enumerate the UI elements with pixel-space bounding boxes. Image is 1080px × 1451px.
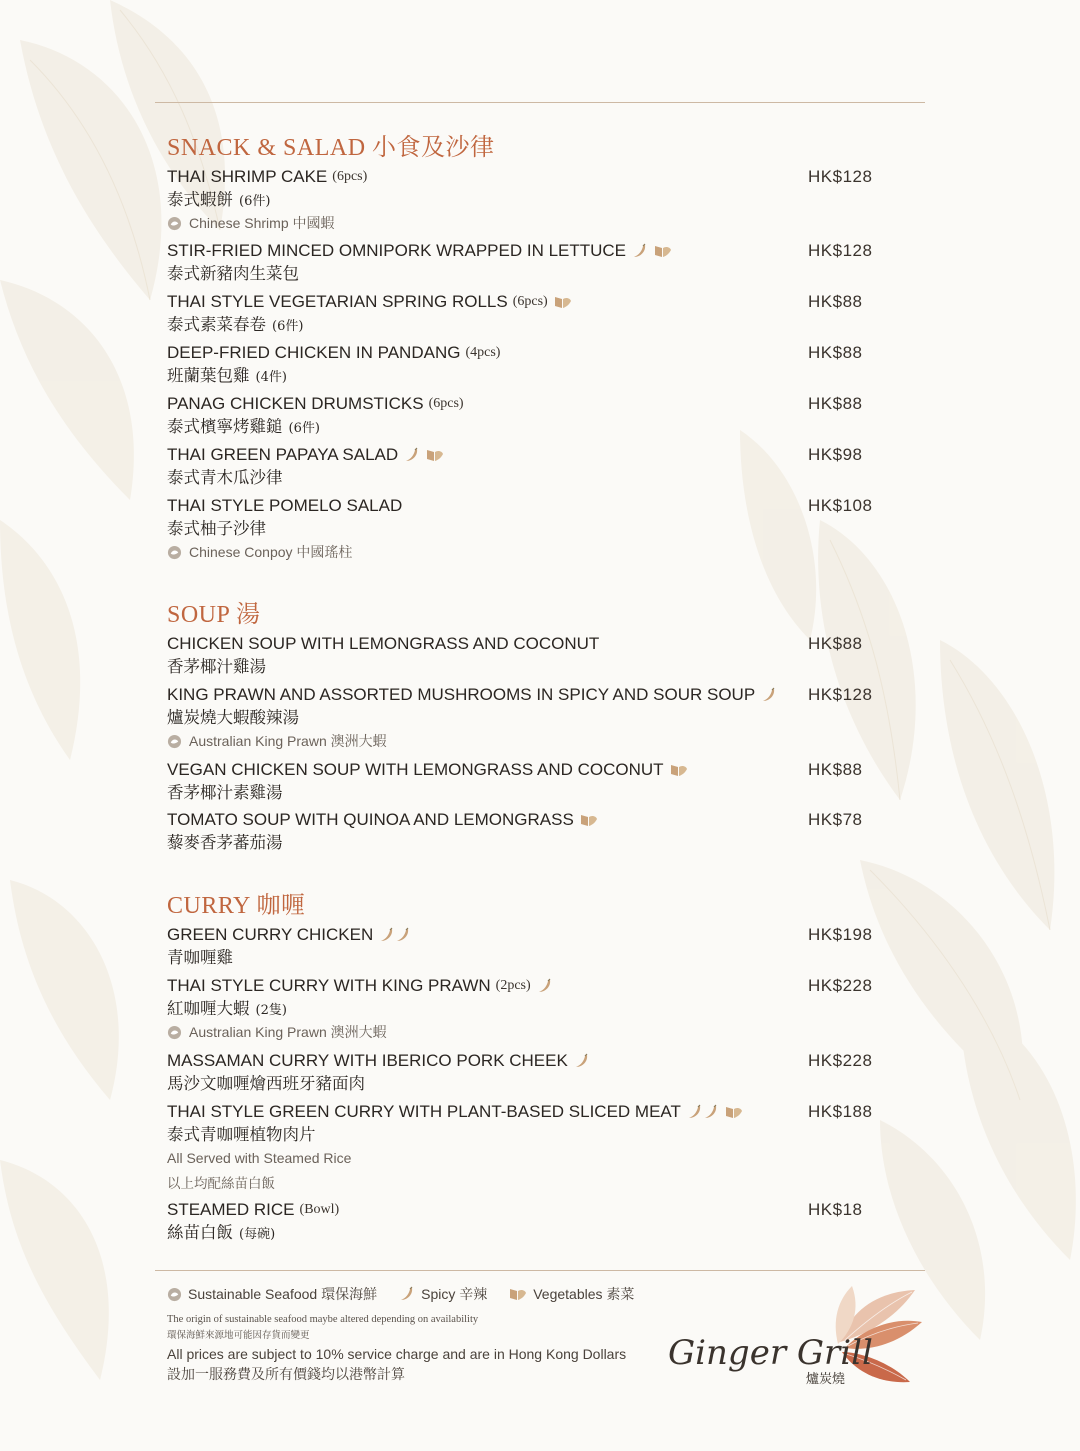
- leaf-icon: [554, 295, 572, 309]
- chili-pepper-icon: [632, 243, 648, 259]
- leaf-icon: [654, 244, 672, 258]
- sustainable-seafood-icon: [167, 545, 182, 560]
- section-title-snack-salad: SNACK & SALAD 小食及沙律: [167, 135, 495, 161]
- item-name-en: STIR-FRIED MINCED OMNIPORK WRAPPED IN LETTUCE: [167, 241, 627, 260]
- item-name-zh: 泰式素菜春卷: [167, 315, 266, 334]
- item-name-zh: 馬沙文咖喱燴西班牙豬面肉: [167, 1074, 365, 1093]
- item-name-zh: 泰式青咖喱植物肉片: [167, 1125, 316, 1144]
- item-name-zh: 藜麥香茅蕃茄湯: [167, 833, 283, 852]
- chili-pepper-icon: [703, 1104, 719, 1120]
- chili-pepper-icon: [761, 687, 777, 703]
- item-name-en: PANAG CHICKEN DRUMSTICKS: [167, 394, 424, 413]
- item-name-zh: 泰式柚子沙律: [167, 519, 266, 538]
- menu-item-chicken-pandang: [167, 342, 907, 388]
- served-with-rice-note-zh: 以上均配絲苗白飯: [167, 1176, 275, 1192]
- item-quantity-zh: (4件): [255, 370, 287, 385]
- menu-item-tomato-soup: [167, 809, 907, 855]
- menu-item-thai-shrimp-cake: [167, 166, 907, 234]
- item-name-zh: 班蘭葉包雞: [167, 366, 250, 385]
- menu-item-green-curry-chicken: [167, 924, 907, 970]
- menu-item-curry-king-prawn: [167, 975, 907, 1043]
- item-name-en: MASSAMAN CURRY WITH IBERICO PORK CHEEK: [167, 1051, 568, 1070]
- item-name-zh: 泰式新豬肉生菜包: [167, 264, 299, 283]
- leaf-icon: [509, 1287, 527, 1301]
- seafood-origin: Australian King Prawn 澳洲大蝦: [189, 1024, 387, 1040]
- bottom-divider: [155, 1270, 925, 1271]
- item-name-zh: 香茅椰汁素雞湯: [167, 783, 283, 802]
- item-name-zh: 紅咖喱大蝦: [167, 999, 250, 1018]
- item-quantity: (4pcs): [465, 345, 501, 360]
- chili-pepper-icon: [404, 447, 420, 463]
- sustainable-seafood-icon: [167, 734, 182, 749]
- seafood-origin: Chinese Conpoy 中國瑤柱: [189, 544, 353, 560]
- item-name-zh: 香茅椰汁雞湯: [167, 657, 266, 676]
- item-name-en: THAI STYLE CURRY WITH KING PRAWN: [167, 976, 491, 995]
- item-price: HK$108: [808, 496, 873, 515]
- item-name-en: THAI SHRIMP CAKE: [167, 167, 328, 186]
- item-quantity: (6pcs): [428, 396, 464, 411]
- item-quantity: (2pcs): [495, 978, 531, 993]
- chili-pepper-icon: [399, 1286, 415, 1302]
- menu-item-green-curry-plant-based: [167, 1101, 907, 1147]
- item-quantity-zh: (2隻): [255, 1003, 287, 1018]
- legend-veg-label: Vegetables 素菜: [533, 1286, 635, 1302]
- item-name-zh: 泰式檳寧烤雞鎚: [167, 417, 283, 436]
- item-quantity: (Bowl): [299, 1202, 340, 1217]
- item-name-en: THAI GREEN PAPAYA SALAD: [167, 445, 399, 464]
- item-price: HK$88: [808, 394, 863, 413]
- seafood-origin: Chinese Shrimp 中國蝦: [189, 215, 335, 231]
- top-divider: [155, 102, 925, 103]
- item-price: HK$88: [808, 760, 863, 779]
- legend-veg: [509, 1284, 634, 1304]
- menu-item-pomelo-salad: [167, 495, 907, 563]
- item-name-zh: 泰式青木瓜沙律: [167, 468, 283, 487]
- item-price: HK$128: [808, 241, 873, 260]
- served-with-rice-note: All Served with Steamed Rice: [167, 1150, 352, 1166]
- leaf-icon: [670, 763, 688, 777]
- item-price: HK$128: [808, 685, 873, 704]
- seafood-origin-note: The origin of sustainable seafood maybe altered depending on availability: [167, 1314, 479, 1325]
- item-quantity-zh: (6件): [239, 194, 271, 209]
- menu-item-vegetarian-spring-rolls: [167, 291, 907, 337]
- item-price: HK$88: [808, 343, 863, 362]
- item-name-en: GREEN CURRY CHICKEN: [167, 925, 374, 944]
- chili-pepper-icon: [379, 927, 395, 943]
- service-charge-note-zh: 設加一服務費及所有價錢均以港幣計算: [167, 1367, 405, 1383]
- chili-pepper-icon: [395, 927, 411, 943]
- seafood-origin: Australian King Prawn 澳洲大蝦: [189, 733, 387, 749]
- sustainable-seafood-icon: [167, 216, 182, 231]
- item-quantity: (6pcs): [332, 169, 368, 184]
- item-name-zh: 絲苗白飯: [167, 1223, 233, 1242]
- menu-item-steamed-rice: [167, 1199, 907, 1245]
- logo-chinese-name: 爐炭燒: [806, 1372, 846, 1387]
- item-price: HK$128: [808, 167, 873, 186]
- seafood-origin-note-zh: 環保海鮮來源地可能因存貨而變更: [167, 1330, 310, 1341]
- item-price: HK$198: [808, 925, 873, 944]
- item-name-zh: 爐炭燒大蝦酸辣湯: [167, 708, 299, 727]
- chili-pepper-icon: [574, 1053, 590, 1069]
- item-name-en: STEAMED RICE: [167, 1200, 295, 1219]
- legend-seafood: [167, 1284, 377, 1304]
- section-title-soup: SOUP 湯: [167, 602, 261, 628]
- item-price: HK$228: [808, 1051, 873, 1070]
- service-charge-note: All prices are subject to 10% service charge and are in Hong Kong Dollars: [167, 1346, 627, 1362]
- menu-item-massaman-curry: [167, 1050, 907, 1096]
- ginger-grill-logo: [660, 1282, 930, 1392]
- menu-item-chicken-soup: [167, 633, 907, 679]
- item-price: HK$88: [808, 634, 863, 653]
- item-name-en: CHICKEN SOUP WITH LEMONGRASS AND COCONUT: [167, 634, 600, 653]
- leaf-icon: [725, 1105, 743, 1119]
- item-quantity-zh: (每碗): [239, 1227, 276, 1242]
- chili-pepper-icon: [537, 978, 553, 994]
- item-quantity-zh: (6件): [288, 421, 320, 436]
- leaf-icon: [580, 813, 598, 827]
- item-quantity: (6pcs): [512, 294, 548, 309]
- item-name-en: TOMATO SOUP WITH QUINOA AND LEMONGRASS: [167, 810, 574, 829]
- menu-item-panag-drumsticks: [167, 393, 907, 439]
- item-price: HK$88: [808, 292, 863, 311]
- item-name-en: VEGAN CHICKEN SOUP WITH LEMONGRASS AND COCONUT: [167, 760, 664, 779]
- logo-script-text: Ginger Grill: [668, 1333, 873, 1373]
- item-price: HK$188: [808, 1102, 873, 1121]
- leaf-icon: [426, 448, 444, 462]
- menu-item-green-papaya-salad: [167, 444, 907, 490]
- sustainable-seafood-icon: [167, 1287, 182, 1302]
- item-name-en: DEEP-FRIED CHICKEN IN PANDANG: [167, 343, 461, 362]
- item-name-en: THAI STYLE GREEN CURRY WITH PLANT-BASED SLICED MEAT: [167, 1102, 681, 1121]
- menu-item-omnipork-lettuce: [167, 240, 907, 286]
- item-name-en: THAI STYLE VEGETARIAN SPRING ROLLS: [167, 292, 508, 311]
- item-price: HK$228: [808, 976, 873, 995]
- item-quantity-zh: (6件): [272, 319, 304, 334]
- item-price: HK$78: [808, 810, 863, 829]
- ginger-leaf-icon: [660, 1282, 930, 1392]
- menu-item-king-prawn-soup: [167, 684, 907, 752]
- chili-pepper-icon: [687, 1104, 703, 1120]
- item-name-zh: 青咖喱雞: [167, 948, 233, 967]
- legend-spicy-label: Spicy 辛辣: [421, 1286, 488, 1302]
- menu-item-vegan-chicken-soup: [167, 759, 907, 805]
- sustainable-seafood-icon: [167, 1025, 182, 1040]
- section-title-curry: CURRY 咖喱: [167, 893, 306, 919]
- legend-spicy: [399, 1284, 487, 1304]
- item-price: HK$98: [808, 445, 863, 464]
- item-name-zh: 泰式蝦餅: [167, 190, 233, 209]
- item-name-en: THAI STYLE POMELO SALAD: [167, 496, 403, 515]
- item-price: HK$18: [808, 1200, 863, 1219]
- item-name-en: KING PRAWN AND ASSORTED MUSHROOMS IN SPICY AND SOUR SOUP: [167, 685, 756, 704]
- legend: [167, 1284, 656, 1304]
- legend-seafood-label: Sustainable Seafood 環保海鮮: [188, 1286, 378, 1302]
